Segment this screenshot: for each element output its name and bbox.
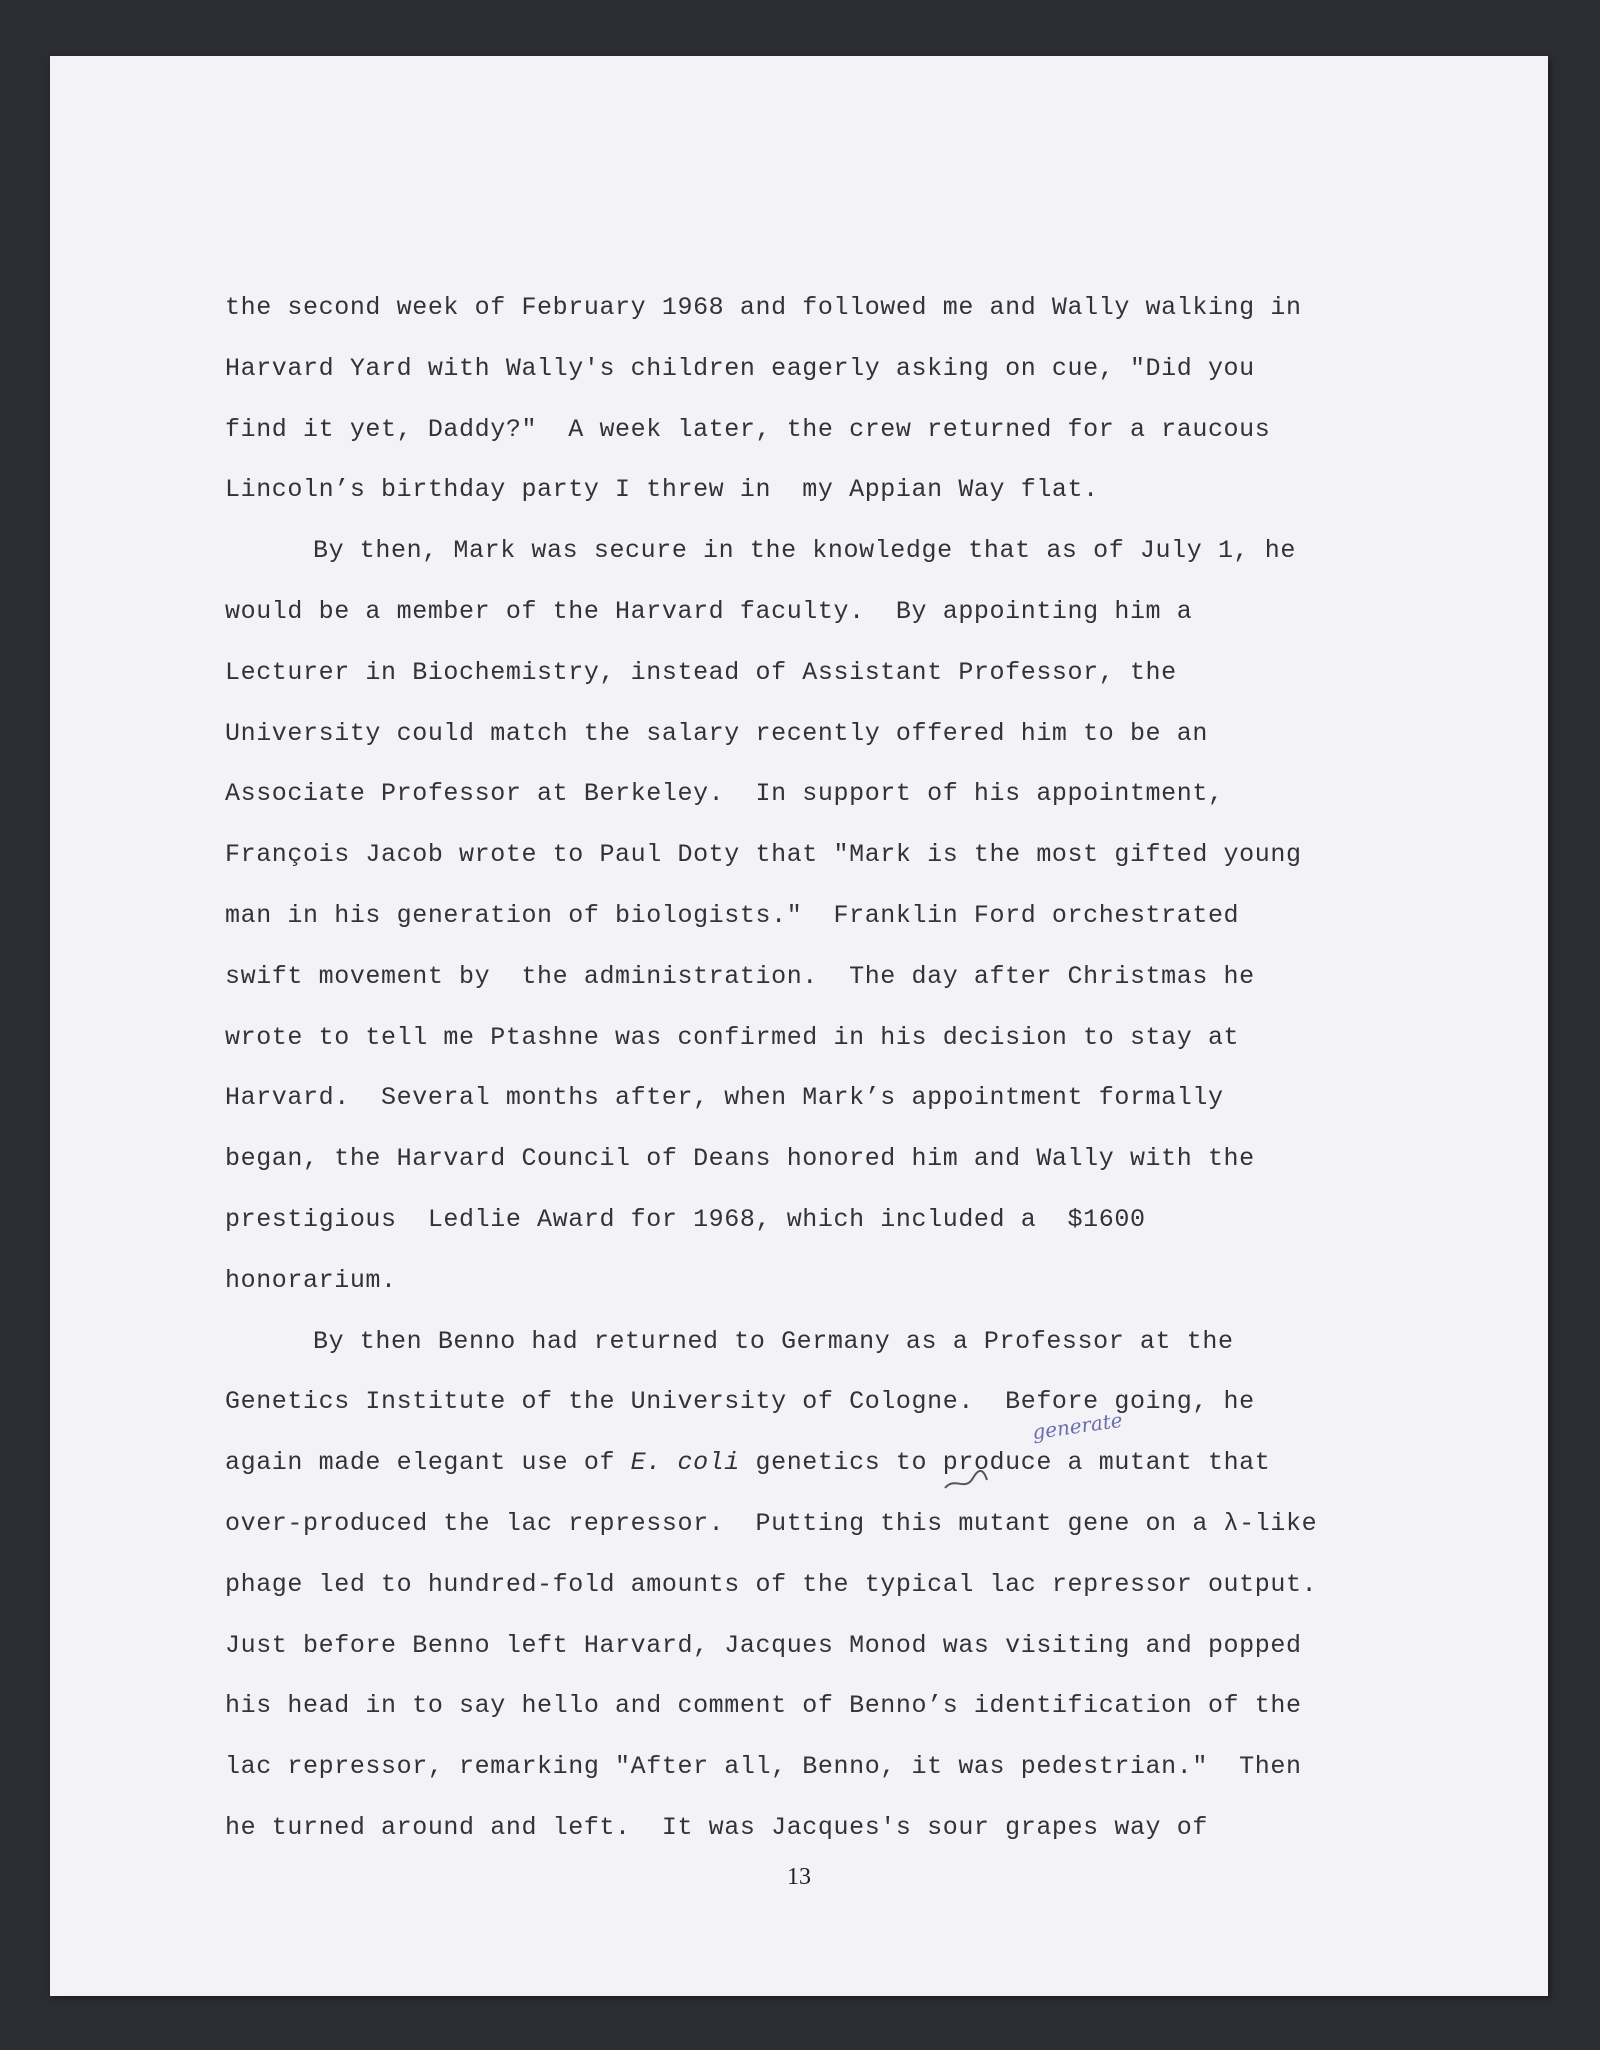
text-line: Associate Professor at Berkeley. In support of his appointment,: [225, 779, 1224, 809]
text-line: Lincoln’s birthday party I threw in my Appian Way flat.: [225, 475, 1099, 505]
text-line: wrote to tell me Ptashne was confirmed in his decision to stay at: [225, 1022, 1240, 1052]
document-page: [50, 56, 1548, 1996]
text-line: François Jacob wrote to Paul Doty that "Mark is the most gifted young: [225, 840, 1302, 870]
text-line: swift movement by the administration. The day after Christmas he: [225, 961, 1255, 991]
text-line: By then, Mark was secure in the knowledge that as of July 1, he: [313, 536, 1296, 566]
text-line: honorarium.: [225, 1265, 397, 1295]
handwritten-annotation: generate: [1030, 1407, 1124, 1445]
text-line: Harvard. Several months after, when Mark’s appointment formally: [225, 1083, 1224, 1113]
text-line: phage led to hundred-fold amounts of the typical lac repressor output.: [225, 1569, 1318, 1599]
text-line-with-edit: [225, 1433, 1425, 1494]
page-number: 13: [787, 1864, 811, 1890]
italic-species-name: E. coli: [630, 1448, 740, 1478]
text-line: would be a member of the Harvard faculty. By appointing him a: [225, 596, 1193, 626]
body-text: [225, 278, 1425, 1859]
line-segment: again made elegant use of: [225, 1448, 631, 1478]
text-line: his head in to say hello and comment of Benno’s identification of the: [225, 1691, 1302, 1721]
text-line: Harvard Yard with Wally's children eagerly asking on cue, "Did you: [225, 353, 1255, 383]
text-line: the second week of February 1968 and followed me and Wally walking in: [225, 293, 1302, 322]
text-line: he turned around and left. It was Jacques's sour grapes way of: [225, 1812, 1208, 1842]
text-line: Just before Benno left Harvard, Jacques Monod was visiting and popped: [225, 1630, 1302, 1660]
text-line: man in his generation of biologists." Franklin Ford orchestrated: [225, 900, 1240, 930]
text-line: University could match the salary recently offered him to be an: [225, 718, 1208, 748]
text-line: over-produced the lac repressor. Putting this mutant gene on a λ-like: [225, 1508, 1318, 1538]
text-line: began, the Harvard Council of Deans honored him and Wally with the: [225, 1144, 1255, 1174]
struck-out-letters: pro: [942, 1448, 990, 1478]
struck-out-text: [943, 1448, 990, 1477]
text-line: prestigious Ledlie Award for 1968, which included a $1600: [225, 1204, 1146, 1234]
line-segment: duce a mutant that: [989, 1448, 1271, 1478]
text-line: lac repressor, remarking "After all, Benno, it was pedestrian." Then: [225, 1752, 1302, 1782]
text-line: find it yet, Daddy?" A week later, the crew returned for a raucous: [225, 414, 1271, 444]
text-line: Genetics Institute of the University of Cologne. Before going, he: [225, 1387, 1255, 1417]
line-segment: genetics to: [739, 1448, 943, 1478]
strike-through-mark: [943, 1466, 989, 1496]
text-line: Lecturer in Biochemistry, instead of Assistant Professor, the: [225, 657, 1177, 687]
text-line: By then Benno had returned to Germany as a Professor at the: [313, 1326, 1234, 1356]
